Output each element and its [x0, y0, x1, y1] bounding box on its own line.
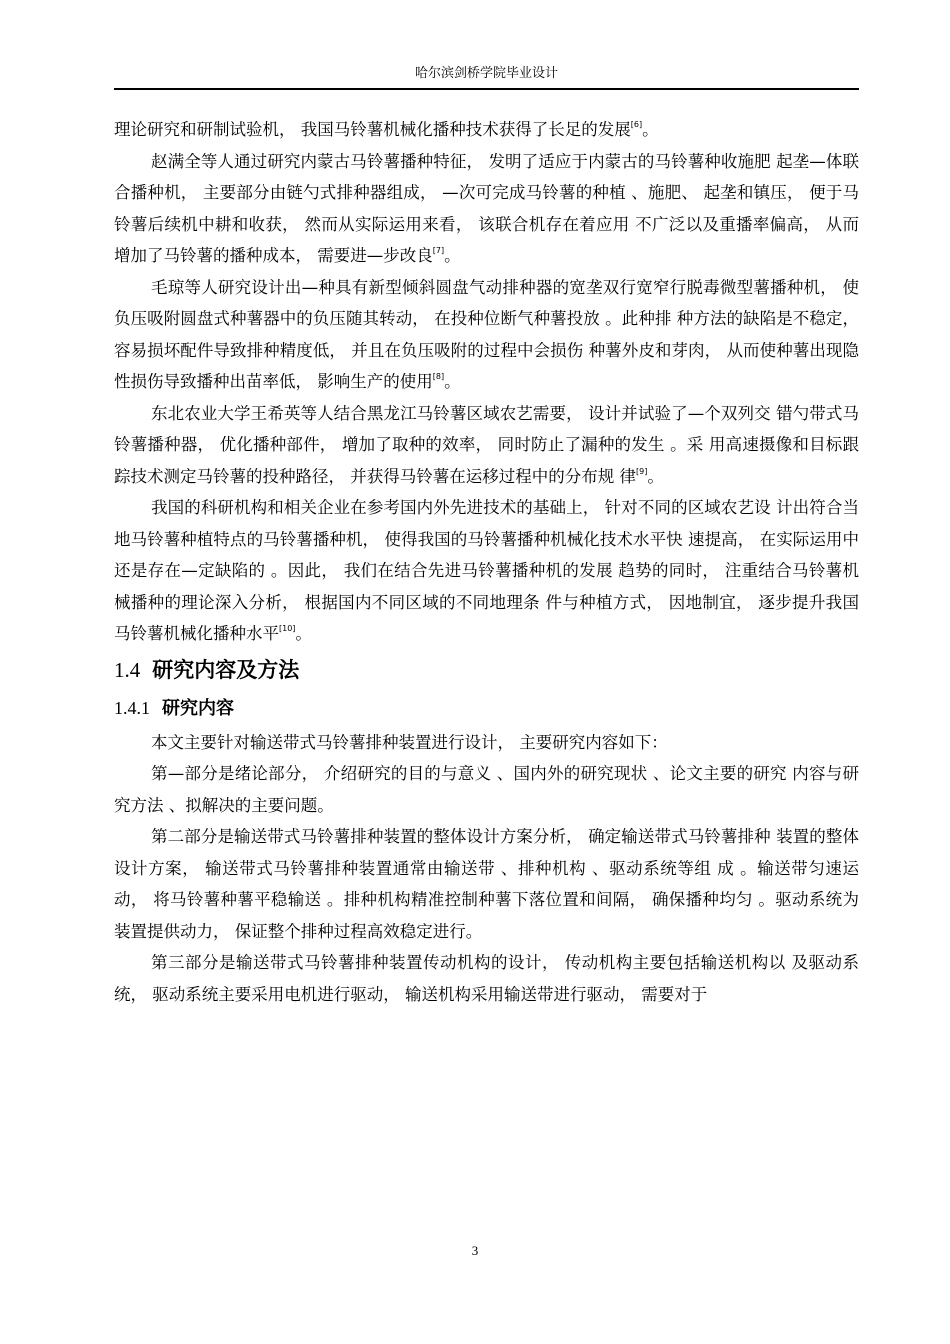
citation-ref: [6]: [630, 120, 643, 129]
page-number: 3: [471, 1243, 479, 1258]
subsection-number: 1.4.1: [114, 697, 150, 718]
document-body: [114, 114, 859, 1010]
section-heading: [114, 650, 859, 690]
citation-ref: [8]: [432, 372, 445, 381]
section-number: 1.4: [114, 657, 141, 682]
citation-ref: [10]: [279, 624, 296, 633]
header-rule: [114, 88, 859, 90]
subsection-heading: [114, 690, 859, 727]
paragraph-continuation: 理论研究和研制试验机， 我国马铃薯机械化播种技术获得了长足的发展[6]。: [114, 120, 659, 139]
paragraph: 毛琼等人研究设计出—种具有新型倾斜圆盘气动排种器的宽垄双行宽窄行脱毒微型薯播种机， 使负压吸附圆盘式种薯器中的负压随其转动， 在投种位断气种薯投放 。此种排 种方法的缺陷是不稳定， 容易损坏配件导致排种精度低， 并且在负压吸附的过程中会损伤 种薯外皮和芽肉， 从而使种薯出现隐性损伤导致播种出苗率低， 影响生产的使用[8]。: [114, 277, 859, 391]
paragraph: 本文主要针对输送带式马铃薯排种装置进行设计， 主要研究内容如下：: [151, 732, 668, 752]
paragraph: 第三部分是输送带式马铃薯排种装置传动机构的设计， 传动机构主要包括输送机构以 及驱动系统， 驱动系统主要采用电机进行驱动， 输送机构采用输送带进行驱动， 需要对于: [114, 953, 859, 1004]
paragraph: 第二部分是输送带式马铃薯排种装置的整体设计方案分析， 确定输送带式马铃薯排种 装置的整体设计方案， 输送带式马铃薯排种装置通常由输送带 、排种机构 、驱动系统等组 成 。输送带匀速运动， 将马铃薯种薯平稳输送 。排种机构精准控制种薯下落位置和间隔， 确保播种均匀 。驱动系统为装置提供动力， 保证整个排种过程高效稳定进行。: [114, 827, 859, 941]
paragraph: 我国的科研机构和相关企业在参考国内外先进技术的基础上， 针对不同的区域农艺设 计出符合当地马铃薯种植特点的马铃薯播种机， 使得我国的马铃薯播种机械化技术水平快 速提高， 在实际运用中还是存在—定缺陷的 。因此， 我们在结合先进马铃薯播种机的发展 趋势的同时， 注重结合马铃薯机械播种的理论深入分析， 根据国内不同区域的不同地理条 件与种植方式， 因地制宜， 逐步提升我国马铃薯机械化播种水平[10]。: [114, 498, 859, 643]
paragraph: 东北农业大学王希英等人结合黑龙江马铃薯区域农艺需要， 设计并试验了—个双列交 错勺带式马铃薯播种器， 优化播种部件， 增加了取种的效率， 同时防止了漏种的发生 。采 用高速摄像和目标跟踪技术测定马铃薯的投种路径， 并获得马铃薯在运移过程中的分布规 律[9]。: [114, 403, 859, 486]
subsection-title: 研究内容: [162, 697, 234, 719]
paragraph: 赵满全等人通过研究内蒙古马铃薯播种特征， 发明了适应于内蒙古的马铃薯种收施肥 起垄—体联合播种机， 主要部分由链勺式排种器组成， —次可完成马铃薯的种植 、施肥、 起垄和镇压， 便于马铃薯后续机中耕和收获， 然而从实际运用来看， 该联合机存在着应用 不广泛以及重播率偏高， 从而增加了马铃薯的播种成本， 需要进—步改良[7]。: [114, 151, 859, 265]
section-title: 研究内容及方法: [152, 657, 300, 682]
citation-ref: [7]: [432, 246, 445, 255]
citation-ref: [9]: [636, 466, 648, 476]
page-header: 哈尔滨剑桥学院毕业设计: [414, 66, 558, 81]
paragraph: 第—部分是绪论部分， 介绍研究的目的与意义 、国内外的研究现状 、论文主要的研究 内容与研究方法 、拟解决的主要问题。: [114, 764, 859, 815]
